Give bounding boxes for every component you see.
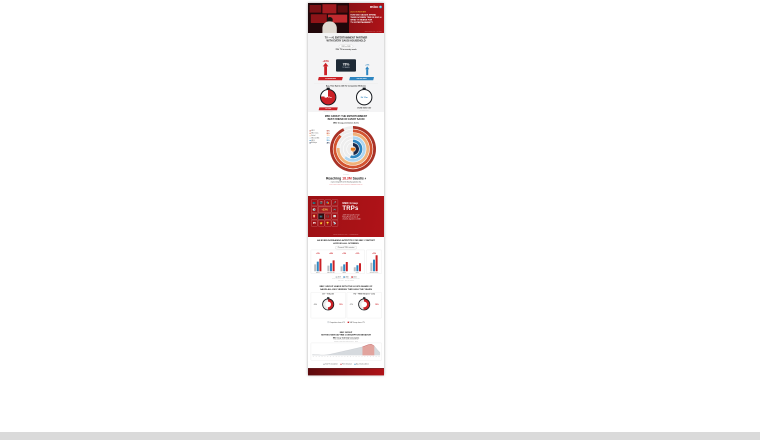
mbc-logo <box>370 5 382 10</box>
content-icon-tile: 🎭 <box>326 201 330 205</box>
content-icon-tile: 🎮 <box>333 208 337 211</box>
bar-group: +31% MBC1 <box>315 252 320 273</box>
infographic <box>308 3 384 375</box>
mbc-share-value: 51% <box>339 303 343 306</box>
tv-delta-label: +23% <box>322 59 329 63</box>
area-chart-svg <box>312 344 380 356</box>
tv-set-icon <box>336 59 356 71</box>
tv-growth-graphic <box>308 52 384 76</box>
legend-item: MBC Drama 88% <box>311 132 330 135</box>
share-donut-box <box>311 292 346 318</box>
time-spent-title: Avg. Time Spent with the Companion Mediums <box>325 84 366 87</box>
header-text <box>350 11 382 24</box>
header-title-line: WHAT IT MEANS FOR <box>350 18 373 22</box>
tv-reach-value: 78% <box>342 62 350 67</box>
stopwatch-knob-icon <box>327 297 329 298</box>
as-of-note: as of 2021 <box>343 173 349 175</box>
page-bottom-strip <box>0 432 760 440</box>
content-icon-tile: 🍿 <box>312 214 317 218</box>
legend-item: MBC4 55% <box>311 139 330 142</box>
content-icon-tile: 📺 <box>312 201 317 205</box>
mbc-logo-text: mbc <box>369 4 379 9</box>
daypart-subtitle: MBC Group Total Daily Consumption <box>332 337 360 339</box>
online-time-value: 2h 11m <box>360 96 368 99</box>
competitor-share-value: 49% <box>313 303 318 306</box>
content-icon-tile: 🎧 <box>326 214 330 218</box>
stopwatch-knob-icon <box>327 88 330 90</box>
tv-time-ribbon: TV / DAY <box>319 107 338 110</box>
share-legend: Competitors share of TV MBC Group share of TV <box>308 320 384 324</box>
mbc-share-value: 53% <box>375 303 379 306</box>
daypart-area-chart <box>311 343 382 361</box>
footer-bar <box>308 368 384 375</box>
hour-axis: 00 01 02 03 04 05 06 07 08 09 10 11 12 13 14 15 16 17 18 19 20 21 22 23 <box>312 356 380 358</box>
penetration-legend <box>310 130 330 144</box>
channel-bars-box <box>311 250 365 274</box>
viewer-silhouette <box>322 21 336 33</box>
tv-reach-caption: TV REACH <box>342 66 350 69</box>
audience-photo <box>308 3 349 33</box>
trp-line: +33% YoY growth in Total <box>342 214 360 216</box>
hashtag-icon: # <box>364 177 367 180</box>
online-time-sub: per Saudi viewer <box>359 109 369 111</box>
bar-group: +33% GROUP TOTAL <box>369 252 379 273</box>
content-icon-tile: 🎤 <box>333 201 337 205</box>
bars-legend: 2019 2020 2021 <box>337 276 357 278</box>
online-stopwatch <box>356 89 372 105</box>
tv-stopwatch <box>320 89 336 105</box>
reach-value: 18.3M <box>342 176 352 181</box>
tv-time-value: 4h 37m <box>324 96 332 99</box>
content-icon-tile: ⭐ <box>319 221 323 225</box>
content-icon-tile: 🏆 <box>326 221 330 225</box>
legend-item: MBC1 93% <box>311 129 330 132</box>
online-growth-arrow <box>363 64 372 75</box>
total-bars-box <box>366 250 381 274</box>
share-donut <box>358 298 370 310</box>
bar-group: +19% MBC2 <box>342 252 347 273</box>
bars-title: AN EVER-INCREASING APPETITE FOR MBC CONTENT ACROSS ALL SCREENS <box>317 239 375 245</box>
mbc-logo-globe-icon <box>379 6 382 9</box>
online-ribbon: ONLINE VIDEO <box>349 77 374 80</box>
daypart-section <box>308 330 384 368</box>
bars-pill: Channels TRPs variation <box>335 246 357 249</box>
trp-line: Rating Points across all <box>342 216 359 218</box>
header-section <box>308 3 384 33</box>
viewing-share-section <box>308 283 384 330</box>
online-delta-label: +9% <box>365 63 370 66</box>
daypart-note: peaking in prime time between 20:00 – 23:00 <box>334 340 358 342</box>
trp-heading: MBC Group <box>342 201 358 205</box>
content-icon-tile: 🎞 <box>312 221 317 225</box>
daypart-note: Consumption builds up steadily through the day <box>333 339 359 341</box>
legend-item: Al Arabiya 48% <box>311 141 330 144</box>
trp-delta-tile: +33% <box>318 206 331 212</box>
stopwatch-knob-icon <box>363 297 365 298</box>
bar-group: +24% MBC DRAMA <box>327 252 335 273</box>
trp-big-label: TRPs <box>342 204 359 212</box>
legend-item: MBC2 & MAX 62% <box>311 137 330 139</box>
tv-stopwatch-face <box>320 89 336 105</box>
header-source-note: Source: Nielsen TAM — KSA 2021 <box>364 30 382 32</box>
legend-item: Shahid 76% <box>311 134 330 137</box>
trp-section <box>308 196 384 237</box>
penetration-radial-chart <box>330 126 376 172</box>
content-icon-tile: 📡 <box>333 221 337 225</box>
header-title-line: THEIR SCREEN TIME IN 2021 & <box>350 16 382 19</box>
period-pill: 2021 vs 2020 <box>339 45 353 48</box>
donut-header: ATV — TOTAL DAY <box>322 293 335 295</box>
trp-line: channels & genres vs 2020 <box>342 218 361 220</box>
penetration-section <box>308 109 384 196</box>
share-title: MBC GROUP LEADS WITH THE LION'S SHARE OF SAUDI ALL-DAY VIEWING THROUGH THE YEARS <box>319 285 373 291</box>
tv-ribbon: TV VIEWERSHIP <box>318 77 343 80</box>
reach-subnote: representing 83% of the Saudi population 15+ <box>330 181 362 183</box>
stopwatch-knob-icon <box>363 88 366 90</box>
share-donut-box <box>347 292 382 318</box>
dark-tv-tile: 📺 <box>319 214 323 218</box>
donut-header: PTA — PRIME TIME (20:00 – 23:00) <box>353 293 375 295</box>
header-kicker: 2021 IN REVIEW <box>350 11 366 13</box>
bar-group: +15% MBC4 <box>355 252 360 273</box>
content-icon-tile: 📰 <box>333 214 337 218</box>
reach-subnote-red: yearly reach of MBC Group channels & platforms across KSA <box>329 183 363 186</box>
bars-footnote: Base: 2019 – 2021, all platforms <box>338 279 354 281</box>
daypart-title: MBC GROUP SETTING NEW DAYTIME CONSUMPTION BEHAVIOR <box>321 331 371 337</box>
daypart-legend: Total TV consumption Prime time peak Avg. minute audience <box>325 363 369 365</box>
trp-bars-section <box>308 237 384 283</box>
competitor-share-value: 47% <box>349 303 354 306</box>
share-donut <box>322 298 334 310</box>
content-icon-tile: ⚽ <box>312 208 317 211</box>
content-icon-tile: 🎬 <box>319 201 323 205</box>
reach-headline: Reaching 18.3M Saudis # <box>325 176 367 181</box>
trp-footnote: Source: Nielsen TAM KSA — All individuals 15+ <box>333 234 359 236</box>
tv-growth-arrow <box>321 60 330 76</box>
tv-reach-label: 78% TV in-country reach <box>335 48 357 51</box>
penetration-title: MBC GROUP: THE ENTERTAINMENT BEST FRIEND OF EVERY SAUDI <box>324 114 368 121</box>
online-stopwatch-face <box>356 89 372 105</box>
header-title-line: HOW DID SAUDIS SPEND <box>350 13 377 17</box>
tv-section-title: TV — #1 ENTERTAINMENT PARTNER WITH EVERY SAUDI HOUSEHOLD <box>324 36 368 42</box>
bars-footnote: Source: Nielsen TAM KSA — TRPs, Total individuals 15+ <box>332 278 360 280</box>
tv-icon <box>351 148 355 151</box>
online-time-label: ONLINE VIDEO / DAY <box>357 107 372 109</box>
header-title-line: TV ENTERTAINMENT? <box>350 21 373 24</box>
penetration-subtitle: MBC Group penetration levels <box>333 122 359 124</box>
